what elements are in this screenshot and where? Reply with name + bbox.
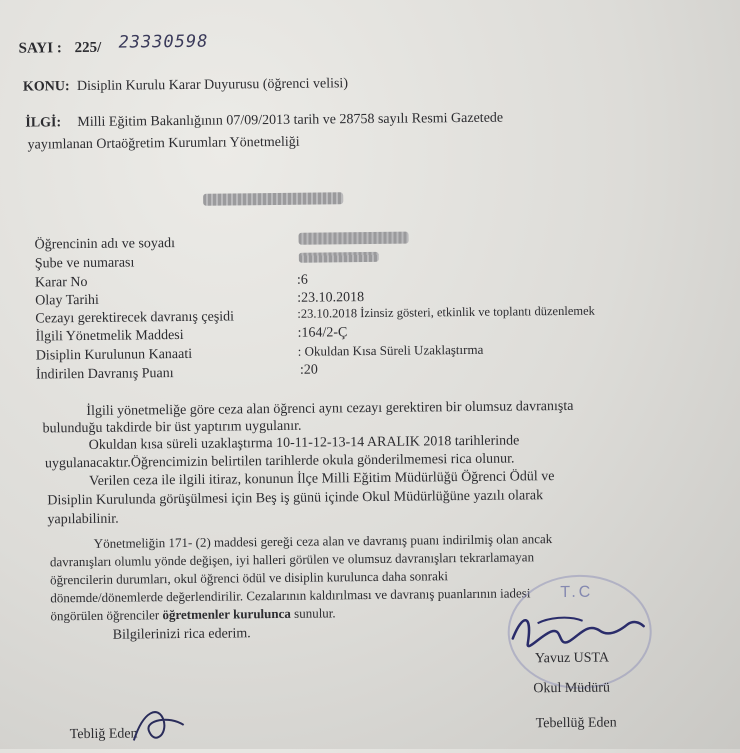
redacted-sube-value xyxy=(299,252,379,263)
sayi-label: SAYI : xyxy=(18,40,62,57)
teblig-eden-left: Tebliğ Eden xyxy=(69,726,138,743)
field-label-puan: İndirilen Davranış Puanı xyxy=(35,366,174,383)
field-label-sube: Şube ve numarası xyxy=(34,255,135,272)
ilgi-line1: Milli Eğitim Bakanlığının 07/09/2013 tarih ve 28758 sayılı Resmi Gazetede xyxy=(77,110,504,131)
p4-line1: Yönetmeliğin 171- (2) maddesi gereği ceza alan ve davranış puanı indirilmiş olan ancak xyxy=(93,531,553,551)
p3-line3: yapılabilinir. xyxy=(47,511,119,528)
redacted-heading xyxy=(203,192,343,205)
konu-text: Disiplin Kurulu Karar Duyurusu (öğrenci velisi) xyxy=(76,76,349,95)
redacted-name-value xyxy=(299,232,409,245)
field-label-madde: İlgili Yönetmelik Maddesi xyxy=(35,327,184,345)
field-label-olay: Olay Tarihi xyxy=(35,292,99,309)
p1-line2: bulunduğu takdirde bir üst yaptırım uygulanır. xyxy=(42,418,302,437)
field-value-kanaat: : Okuldan Kısa Süreli Uzaklaştırma xyxy=(297,341,484,359)
teblig-signature xyxy=(123,700,194,751)
p4-line5-bold: öğretmenler kurulunca xyxy=(162,605,291,623)
sayi-number: 225/ xyxy=(74,39,102,57)
principal-title: Okul Müdürü xyxy=(533,680,610,697)
field-label-name: Öğrencinin adı ve soyadı xyxy=(34,236,176,253)
field-value-karar: :6 xyxy=(296,272,308,288)
p5-closing: Bilgilerinizi rica ederim. xyxy=(112,626,251,643)
p1-line1: İlgili yönetmeliğe göre ceza alan öğrenci aynı cezayı gerektiren bir olumsuz davranışta xyxy=(86,398,574,419)
p4-line5-a: öngörülen öğrenciler xyxy=(50,607,160,624)
p2-line1: Okuldan kısa süreli uzaklaştırma 10-11-12-13-14 ARALIK 2018 tarihlerinde xyxy=(88,433,520,453)
field-label-karar: Karar No xyxy=(34,274,88,291)
p4-line4: dönemde/dönemlerde değerlendirilir. Cezalarının kaldırılması ve davranış puanlarının iadesi xyxy=(50,585,531,606)
p2-line2: uygulanacaktır.Öğrencimizin belirtilen tarihlerde okula gönderilmemesi rica olunur. xyxy=(44,451,515,472)
sayi-handwritten: 23330598 xyxy=(118,31,209,53)
konu-label: KONU: xyxy=(22,79,70,95)
p4-line5-c: sunulur. xyxy=(294,605,336,621)
p3-line2: Disiplin Kurulunda görüşülmesi için Beş iş günü içinde Okul Müdürlüğüne yazılı olarak xyxy=(47,488,544,509)
tebellug-eden-right: Tebellüğ Eden xyxy=(535,715,617,732)
stamp-text: T.C xyxy=(560,583,594,602)
p4-line3: öğrencilerin durumları, okul öğrenci ödül ve disiplin kurulunca daha sonraki xyxy=(50,568,449,588)
ilgi-label: İLGİ: xyxy=(25,115,62,131)
p4-line2: davranışları olumlu yönde değişen, iyi halleri görülen ve olumsuz davranışları tekrarlamayan xyxy=(49,549,535,570)
field-label-kanaat: Disiplin Kurulunun Kanaati xyxy=(35,346,193,364)
field-label-davranis: Cezayı gerektirecek davranış çeşidi xyxy=(35,309,235,327)
field-value-madde: :164/2-Ç xyxy=(297,325,348,341)
p3-line1: Verilen ceza ile ilgili itiraz, konunun İlçe Milli Eğitim Müdürlüğü Öğrenci Ödül ve xyxy=(89,469,555,489)
ilgi-line2: yayımlanan Ortaöğretim Kurumları Yönetmeliği xyxy=(27,134,300,153)
field-value-puan: :20 xyxy=(299,362,318,378)
principal-name: Yavuz USTA xyxy=(534,650,610,667)
field-value-olay: :23.10.2018 xyxy=(297,290,365,306)
field-value-davranis: :23.10.2018 İzinsiz gösteri, etkinlik ve toplantı düzenlemek xyxy=(297,303,595,321)
